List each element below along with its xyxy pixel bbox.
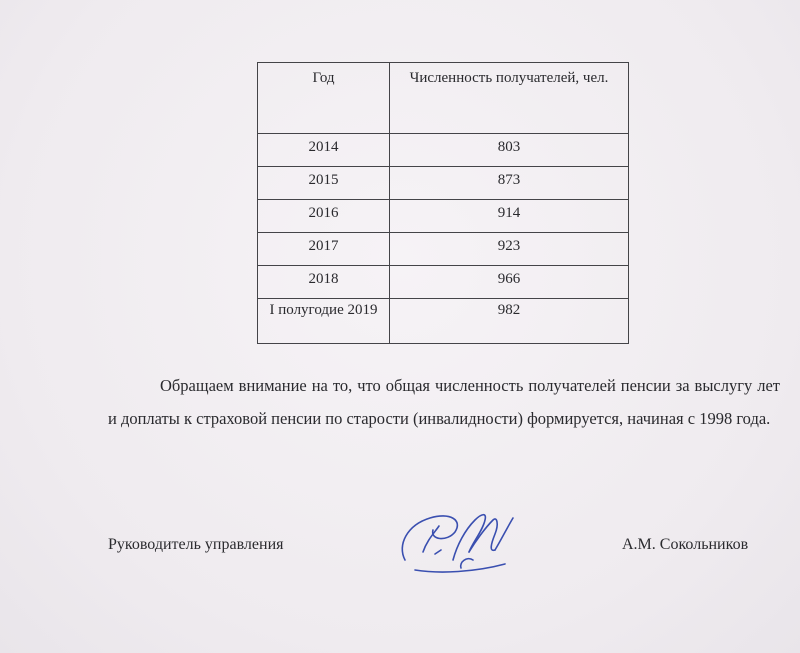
cell-year: I полугодие 2019 bbox=[258, 299, 390, 344]
table-header-row bbox=[258, 63, 629, 134]
table-row bbox=[258, 134, 629, 167]
cell-year: 2015 bbox=[258, 167, 390, 200]
table-row bbox=[258, 266, 629, 299]
cell-year: 2014 bbox=[258, 134, 390, 167]
table-row bbox=[258, 299, 629, 344]
paragraph-text: Обращаем внимание на то, что общая численность получателей пенсии за выслугу лет и доплаты к страховой пенсии по старости (инвалидности) формируется, начиная с 1998 года. bbox=[108, 376, 780, 428]
handwritten-signature bbox=[395, 490, 520, 582]
table-row bbox=[258, 200, 629, 233]
header-count: Численность получателей, чел. bbox=[390, 63, 629, 134]
table-row bbox=[258, 167, 629, 200]
table-row bbox=[258, 233, 629, 266]
signatory-title: Руководитель управления bbox=[108, 536, 284, 553]
signatory-name: А.М. Сокольников bbox=[622, 536, 749, 553]
header-year: Год bbox=[258, 63, 390, 134]
cell-count: 803 bbox=[390, 134, 629, 167]
cell-year: 2018 bbox=[258, 266, 390, 299]
cell-count: 923 bbox=[390, 233, 629, 266]
cell-count: 966 bbox=[390, 266, 629, 299]
body-paragraph bbox=[108, 369, 780, 435]
cell-year: 2017 bbox=[258, 233, 390, 266]
cell-year: 2016 bbox=[258, 200, 390, 233]
cell-count: 873 bbox=[390, 167, 629, 200]
cell-count: 982 bbox=[390, 299, 629, 344]
recipients-table bbox=[257, 62, 629, 344]
cell-count: 914 bbox=[390, 200, 629, 233]
